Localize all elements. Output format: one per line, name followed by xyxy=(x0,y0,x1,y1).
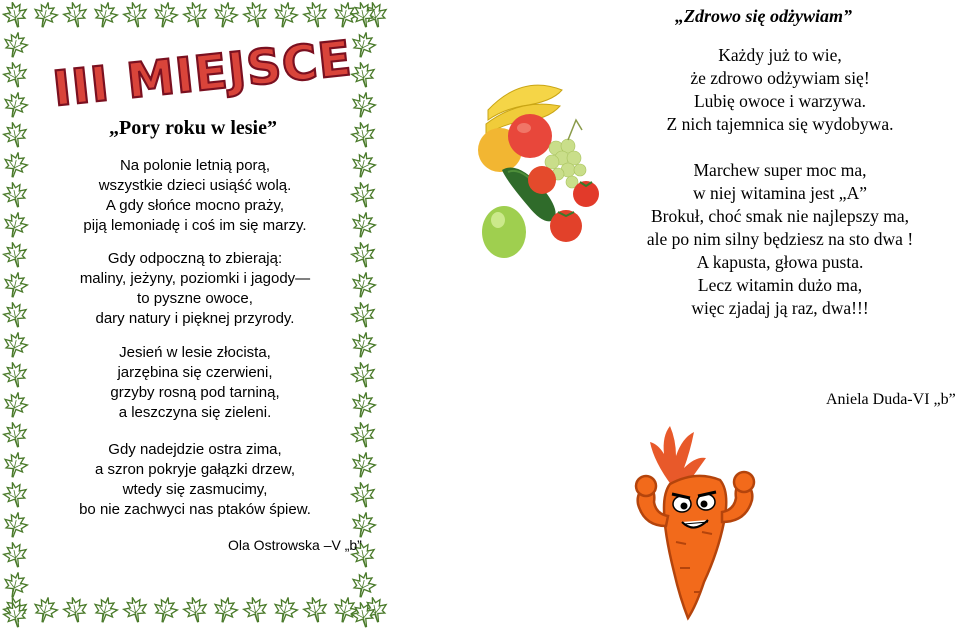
maple-leaf-icon xyxy=(2,540,30,569)
maple-leaf-icon xyxy=(302,595,330,624)
right-poem-stanza-2 xyxy=(620,159,940,320)
poem-line: Na polonie letnią porą, xyxy=(119,157,271,174)
maple-leaf-icon xyxy=(1,210,29,240)
maple-leaf-icon xyxy=(350,600,378,629)
maple-leaf-icon xyxy=(31,595,59,625)
maple-leaf-icon xyxy=(350,0,378,29)
maple-leaf-icon xyxy=(1,270,29,300)
leaf-border-bottom xyxy=(0,595,378,625)
maple-leaf-icon xyxy=(122,595,150,624)
maple-leaf-icon xyxy=(62,595,90,624)
poem-line: a leszczyna się zieleni. xyxy=(118,404,272,421)
maple-leaf-icon xyxy=(2,600,30,629)
maple-leaf-icon xyxy=(350,300,378,329)
maple-leaf-icon xyxy=(1,30,29,60)
left-poem-author: Ola Ostrowska –V „b” xyxy=(228,537,362,553)
poem-line: to pyszne owoce, xyxy=(137,290,253,307)
poem-line: dary natury i pięknej przyrody. xyxy=(95,310,295,327)
poem-line: wszystkie dzieci usiąść wolą. xyxy=(98,177,292,194)
maple-leaf-icon xyxy=(242,0,270,29)
maple-leaf-icon xyxy=(1,330,29,360)
poem-line: Gdy odpoczną to zbierają: xyxy=(107,250,283,267)
poem-line: Marchew super moc ma, xyxy=(693,160,867,180)
maple-leaf-icon xyxy=(349,270,377,300)
poem-line: ale po nim silny będziesz na sto dwa ! xyxy=(646,229,914,249)
maple-leaf-icon xyxy=(2,120,30,149)
poem-line: Każdy już to wie, xyxy=(718,45,842,65)
strong-carrot-image xyxy=(624,422,774,622)
poem-line: bo nie zachwyci nas ptaków śpiew. xyxy=(79,501,311,518)
maple-leaf-icon xyxy=(182,595,210,624)
poem-line: że zdrowo odżywiam się! xyxy=(690,68,870,88)
poem-line: Gdy nadejdzie ostra zima, xyxy=(108,441,282,458)
maple-leaf-icon xyxy=(2,300,30,329)
leaf-border-right xyxy=(348,0,378,625)
prize-heading xyxy=(50,30,355,118)
maple-leaf-icon xyxy=(2,60,30,89)
poem-line: w niej witamina jest „A” xyxy=(693,183,867,203)
maple-leaf-icon xyxy=(350,120,378,149)
poem-line: A kapusta, głowa pusta. xyxy=(696,252,864,272)
maple-leaf-icon xyxy=(350,420,378,449)
maple-leaf-icon xyxy=(271,0,299,30)
maple-leaf-icon xyxy=(31,0,59,30)
maple-leaf-icon xyxy=(151,0,179,30)
maple-leaf-icon xyxy=(1,390,29,420)
fruit-vegetables-image xyxy=(482,80,612,280)
maple-leaf-icon xyxy=(302,0,330,29)
maple-leaf-icon xyxy=(62,0,90,29)
maple-leaf-icon xyxy=(1,150,29,180)
right-poem-author: Aniela Duda-VI „b” xyxy=(826,391,956,408)
poem-line: a szron pokryje gałązki drzew, xyxy=(94,461,296,478)
maple-leaf-icon xyxy=(1,510,29,540)
maple-leaf-icon xyxy=(349,90,377,120)
maple-leaf-icon xyxy=(349,210,377,240)
maple-leaf-icon xyxy=(1,450,29,480)
maple-leaf-icon xyxy=(350,360,378,389)
maple-leaf-icon xyxy=(151,595,179,625)
poem-line: maliny, jeżyny, poziomki i jagody— xyxy=(79,270,311,287)
left-poem-stanza-3 xyxy=(40,343,350,423)
maple-leaf-icon xyxy=(182,0,210,29)
maple-leaf-icon xyxy=(2,480,30,509)
maple-leaf-icon xyxy=(2,420,30,449)
poem-line: jarzębina się czerwieni, xyxy=(117,364,273,381)
poem-line: Lubię owoce i warzywa. xyxy=(693,91,866,111)
poem-line: Lecz witamin dużo ma, xyxy=(697,275,863,295)
poem-line: Z nich tajemnica się wydobywa. xyxy=(666,114,894,134)
maple-leaf-icon xyxy=(349,570,377,600)
leaf-border-top xyxy=(0,0,378,30)
maple-leaf-icon xyxy=(349,150,377,180)
poem-line: grzyby rosną pod tarniną, xyxy=(110,384,280,401)
poem-line: A gdy słońce mocno praży, xyxy=(105,197,285,214)
maple-leaf-icon xyxy=(271,595,299,625)
prize-heading-text: III MIEJSCE xyxy=(50,30,355,118)
maple-leaf-icon xyxy=(349,30,377,60)
left-poem-stanza-1 xyxy=(40,156,350,236)
maple-leaf-icon xyxy=(350,480,378,509)
right-poem-title: „Zdrowo się odżywiam” xyxy=(675,6,853,26)
maple-leaf-icon xyxy=(349,510,377,540)
maple-leaf-icon xyxy=(2,360,30,389)
maple-leaf-icon xyxy=(1,90,29,120)
maple-leaf-icon xyxy=(349,450,377,480)
poem-line: wtedy się zasmucimy, xyxy=(122,481,268,498)
maple-leaf-icon xyxy=(122,0,150,29)
maple-leaf-icon xyxy=(211,595,239,625)
poem-line: Brokuł, choć smak nie najlepszy ma, xyxy=(650,206,910,226)
maple-leaf-icon xyxy=(349,330,377,360)
maple-leaf-icon xyxy=(349,390,377,420)
maple-leaf-icon xyxy=(2,0,30,29)
maple-leaf-icon xyxy=(2,180,30,209)
left-poem-title: „Pory roku w lesie” xyxy=(109,117,277,139)
maple-leaf-icon xyxy=(91,0,119,30)
poem-line: więc zjadaj ją raz, dwa!!! xyxy=(691,298,869,318)
poem-line: Jesień w lesie złocista, xyxy=(119,344,271,361)
left-poem-stanza-4 xyxy=(40,440,350,520)
poem-line: piją lemoniadę i coś im się marzy. xyxy=(83,217,307,234)
maple-leaf-icon xyxy=(1,570,29,600)
leaf-border-left xyxy=(0,0,30,625)
maple-leaf-icon xyxy=(91,595,119,625)
maple-leaf-icon xyxy=(242,595,270,624)
maple-leaf-icon xyxy=(2,240,30,269)
left-poem-stanza-2 xyxy=(40,249,350,329)
maple-leaf-icon xyxy=(350,240,378,269)
right-poem-stanza-1 xyxy=(620,44,940,136)
maple-leaf-icon xyxy=(211,0,239,30)
maple-leaf-icon xyxy=(350,180,378,209)
